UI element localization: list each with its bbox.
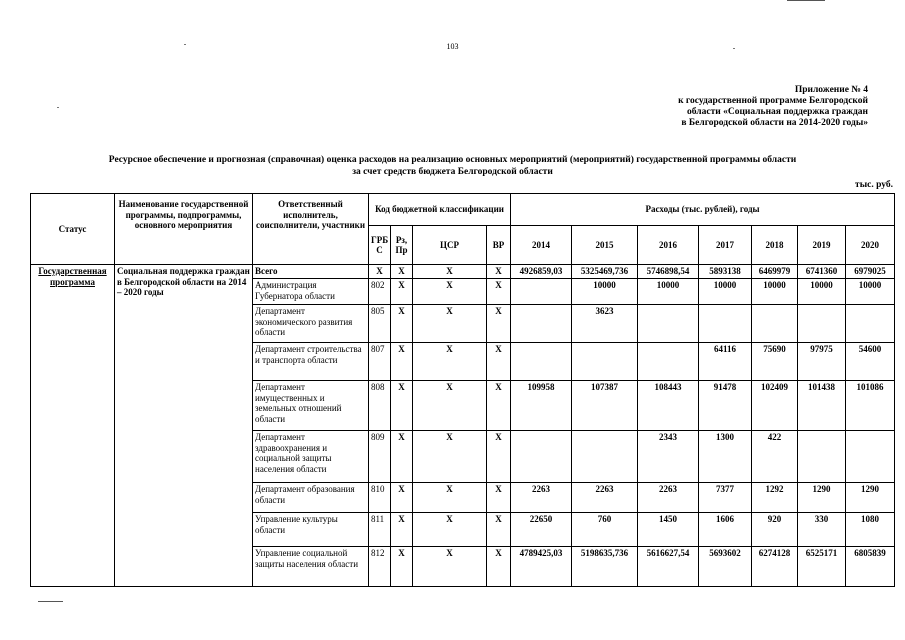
header-year: 2016 xyxy=(638,226,699,265)
vr-cell: X xyxy=(487,483,511,513)
unit-label: тыс. руб. xyxy=(855,180,893,190)
grbs-cell: 807 xyxy=(369,343,391,381)
value-cell xyxy=(798,305,846,343)
csr-cell: X xyxy=(413,305,487,343)
rzpr-cell: X xyxy=(391,381,413,431)
executor-cell: Администрация Губернатора области xyxy=(253,279,369,305)
grbs-cell: 811 xyxy=(369,513,391,547)
executor-cell: Всего xyxy=(253,265,369,279)
appendix-line: к государственной программе Белгородской xyxy=(678,96,868,106)
value-cell xyxy=(798,431,846,483)
value-cell: 422 xyxy=(752,431,798,483)
value-cell xyxy=(511,305,572,343)
value-cell: 5693602 xyxy=(699,547,752,587)
value-cell xyxy=(511,431,572,483)
scan-artifact xyxy=(57,107,59,108)
value-cell: 10000 xyxy=(752,279,798,305)
vr-cell: X xyxy=(487,279,511,305)
vr-cell: X xyxy=(487,305,511,343)
csr-cell: X xyxy=(413,483,487,513)
value-cell xyxy=(699,305,752,343)
status-cell: Государственная программа xyxy=(31,265,115,587)
value-cell: 5616627,54 xyxy=(638,547,699,587)
header-year: 2014 xyxy=(511,226,572,265)
header-expenses: Расходы (тыс. рублей), годы xyxy=(511,194,895,226)
grbs-cell: 809 xyxy=(369,431,391,483)
value-cell: 1450 xyxy=(638,513,699,547)
value-cell: 22650 xyxy=(511,513,572,547)
value-cell: 10000 xyxy=(638,279,699,305)
value-cell: 5746898,54 xyxy=(638,265,699,279)
header-year: 2015 xyxy=(572,226,638,265)
value-cell: 54600 xyxy=(846,343,895,381)
value-cell xyxy=(846,305,895,343)
appendix-line: Приложение № 4 xyxy=(794,85,868,95)
value-cell: 6469979 xyxy=(752,265,798,279)
value-cell: 10000 xyxy=(846,279,895,305)
executor-cell: Департамент имущественных и земельных отношений области xyxy=(253,381,369,431)
vr-cell: X xyxy=(487,381,511,431)
value-cell: 2263 xyxy=(511,483,572,513)
csr-cell: X xyxy=(413,431,487,483)
value-cell: 107387 xyxy=(572,381,638,431)
header-executor: Ответственный исполнитель, соисполнители, участники xyxy=(253,194,369,265)
header-budget-code: Код бюджетной классификации xyxy=(369,194,511,226)
budget-table xyxy=(30,193,895,587)
value-cell: 7377 xyxy=(699,483,752,513)
rzpr-cell: X xyxy=(391,513,413,547)
header-grbs: ГРБ С xyxy=(369,226,391,265)
program-name-cell: Социальная поддержка граждан в Белгородской области на 2014 – 2020 годы xyxy=(115,265,253,587)
vr-cell: X xyxy=(487,547,511,587)
value-cell: 91478 xyxy=(699,381,752,431)
value-cell: 108443 xyxy=(638,381,699,431)
appendix-line: в Белгородской области на 2014-2020 годы» xyxy=(681,118,868,128)
value-cell: 1290 xyxy=(798,483,846,513)
value-cell: 6805839 xyxy=(846,547,895,587)
vr-cell: X xyxy=(487,265,511,279)
executor-cell: Управление социальной защиты населения области xyxy=(253,547,369,587)
executor-cell: Департамент здравоохранения и социальной защиты населения области xyxy=(253,431,369,483)
value-cell: 1290 xyxy=(846,483,895,513)
header-status: Статус xyxy=(31,194,115,265)
value-cell: 6274128 xyxy=(752,547,798,587)
executor-cell: Департамент строительства и транспорта области xyxy=(253,343,369,381)
grbs-cell: 802 xyxy=(369,279,391,305)
value-cell: 5325469,736 xyxy=(572,265,638,279)
csr-cell: X xyxy=(413,265,487,279)
page-number: 103 xyxy=(446,42,459,51)
value-cell: 6525171 xyxy=(798,547,846,587)
value-cell: 1080 xyxy=(846,513,895,547)
value-cell: 2343 xyxy=(638,431,699,483)
value-cell: 97975 xyxy=(798,343,846,381)
rzpr-cell: X xyxy=(391,431,413,483)
value-cell: 5893138 xyxy=(699,265,752,279)
vr-cell: X xyxy=(487,431,511,483)
document-title xyxy=(40,154,865,178)
rzpr-cell: X xyxy=(391,305,413,343)
value-cell xyxy=(572,343,638,381)
rzpr-cell: X xyxy=(391,343,413,381)
table-row xyxy=(31,265,895,279)
value-cell: 101086 xyxy=(846,381,895,431)
header-rzpr: Рз, Пр xyxy=(391,226,413,265)
scan-artifact xyxy=(38,601,63,602)
header-name: Наименование государственной программы, подпрограммы, основного мероприятия xyxy=(115,194,253,265)
value-cell: 10000 xyxy=(798,279,846,305)
value-cell: 109958 xyxy=(511,381,572,431)
value-cell: 75690 xyxy=(752,343,798,381)
csr-cell: X xyxy=(413,513,487,547)
value-cell: 6741360 xyxy=(798,265,846,279)
vr-cell: X xyxy=(487,513,511,547)
value-cell xyxy=(638,343,699,381)
value-cell: 10000 xyxy=(699,279,752,305)
rzpr-cell: X xyxy=(391,483,413,513)
grbs-cell: 808 xyxy=(369,381,391,431)
value-cell xyxy=(638,305,699,343)
vr-cell: X xyxy=(487,343,511,381)
value-cell: 4926859,03 xyxy=(511,265,572,279)
grbs-cell: 812 xyxy=(369,547,391,587)
value-cell xyxy=(511,279,572,305)
csr-cell: X xyxy=(413,381,487,431)
appendix-caption xyxy=(608,85,868,129)
value-cell: 5198635,736 xyxy=(572,547,638,587)
value-cell: 6979025 xyxy=(846,265,895,279)
csr-cell: X xyxy=(413,547,487,587)
executor-cell: Департамент экономического развития области xyxy=(253,305,369,343)
table-header xyxy=(31,194,895,265)
title-line-2: за счет средств бюджета Белгородской области xyxy=(352,167,553,177)
rzpr-cell: X xyxy=(391,265,413,279)
header-vr: ВР xyxy=(487,226,511,265)
value-cell: 920 xyxy=(752,513,798,547)
title-line-1: Ресурсное обеспечение и прогнозная (справочная) оценка расходов на реализацию основных мероприятий (мероприятий) государственной программы области xyxy=(108,155,797,165)
scan-artifact xyxy=(787,0,825,1)
value-cell: 1606 xyxy=(699,513,752,547)
value-cell: 102409 xyxy=(752,381,798,431)
value-cell: 10000 xyxy=(572,279,638,305)
value-cell: 3623 xyxy=(572,305,638,343)
csr-cell: X xyxy=(413,279,487,305)
value-cell: 760 xyxy=(572,513,638,547)
value-cell xyxy=(752,305,798,343)
grbs-cell: X xyxy=(369,265,391,279)
value-cell: 64116 xyxy=(699,343,752,381)
value-cell: 101438 xyxy=(798,381,846,431)
executor-cell: Департамент образования области xyxy=(253,483,369,513)
value-cell: 2263 xyxy=(638,483,699,513)
value-cell: 2263 xyxy=(572,483,638,513)
value-cell xyxy=(572,431,638,483)
rzpr-cell: X xyxy=(391,279,413,305)
value-cell xyxy=(846,431,895,483)
header-year: 2019 xyxy=(798,226,846,265)
executor-cell: Управление культуры области xyxy=(253,513,369,547)
grbs-cell: 805 xyxy=(369,305,391,343)
csr-cell: X xyxy=(413,343,487,381)
value-cell: 4789425,03 xyxy=(511,547,572,587)
value-cell: 1300 xyxy=(699,431,752,483)
table-body xyxy=(31,265,895,587)
appendix-line: области «Социальная поддержка граждан xyxy=(687,107,868,117)
header-year: 2018 xyxy=(752,226,798,265)
header-csr: ЦСР xyxy=(413,226,487,265)
header-year: 2017 xyxy=(699,226,752,265)
header-year: 2020 xyxy=(846,226,895,265)
grbs-cell: 810 xyxy=(369,483,391,513)
value-cell: 1292 xyxy=(752,483,798,513)
rzpr-cell: X xyxy=(391,547,413,587)
value-cell: 330 xyxy=(798,513,846,547)
value-cell xyxy=(511,343,572,381)
